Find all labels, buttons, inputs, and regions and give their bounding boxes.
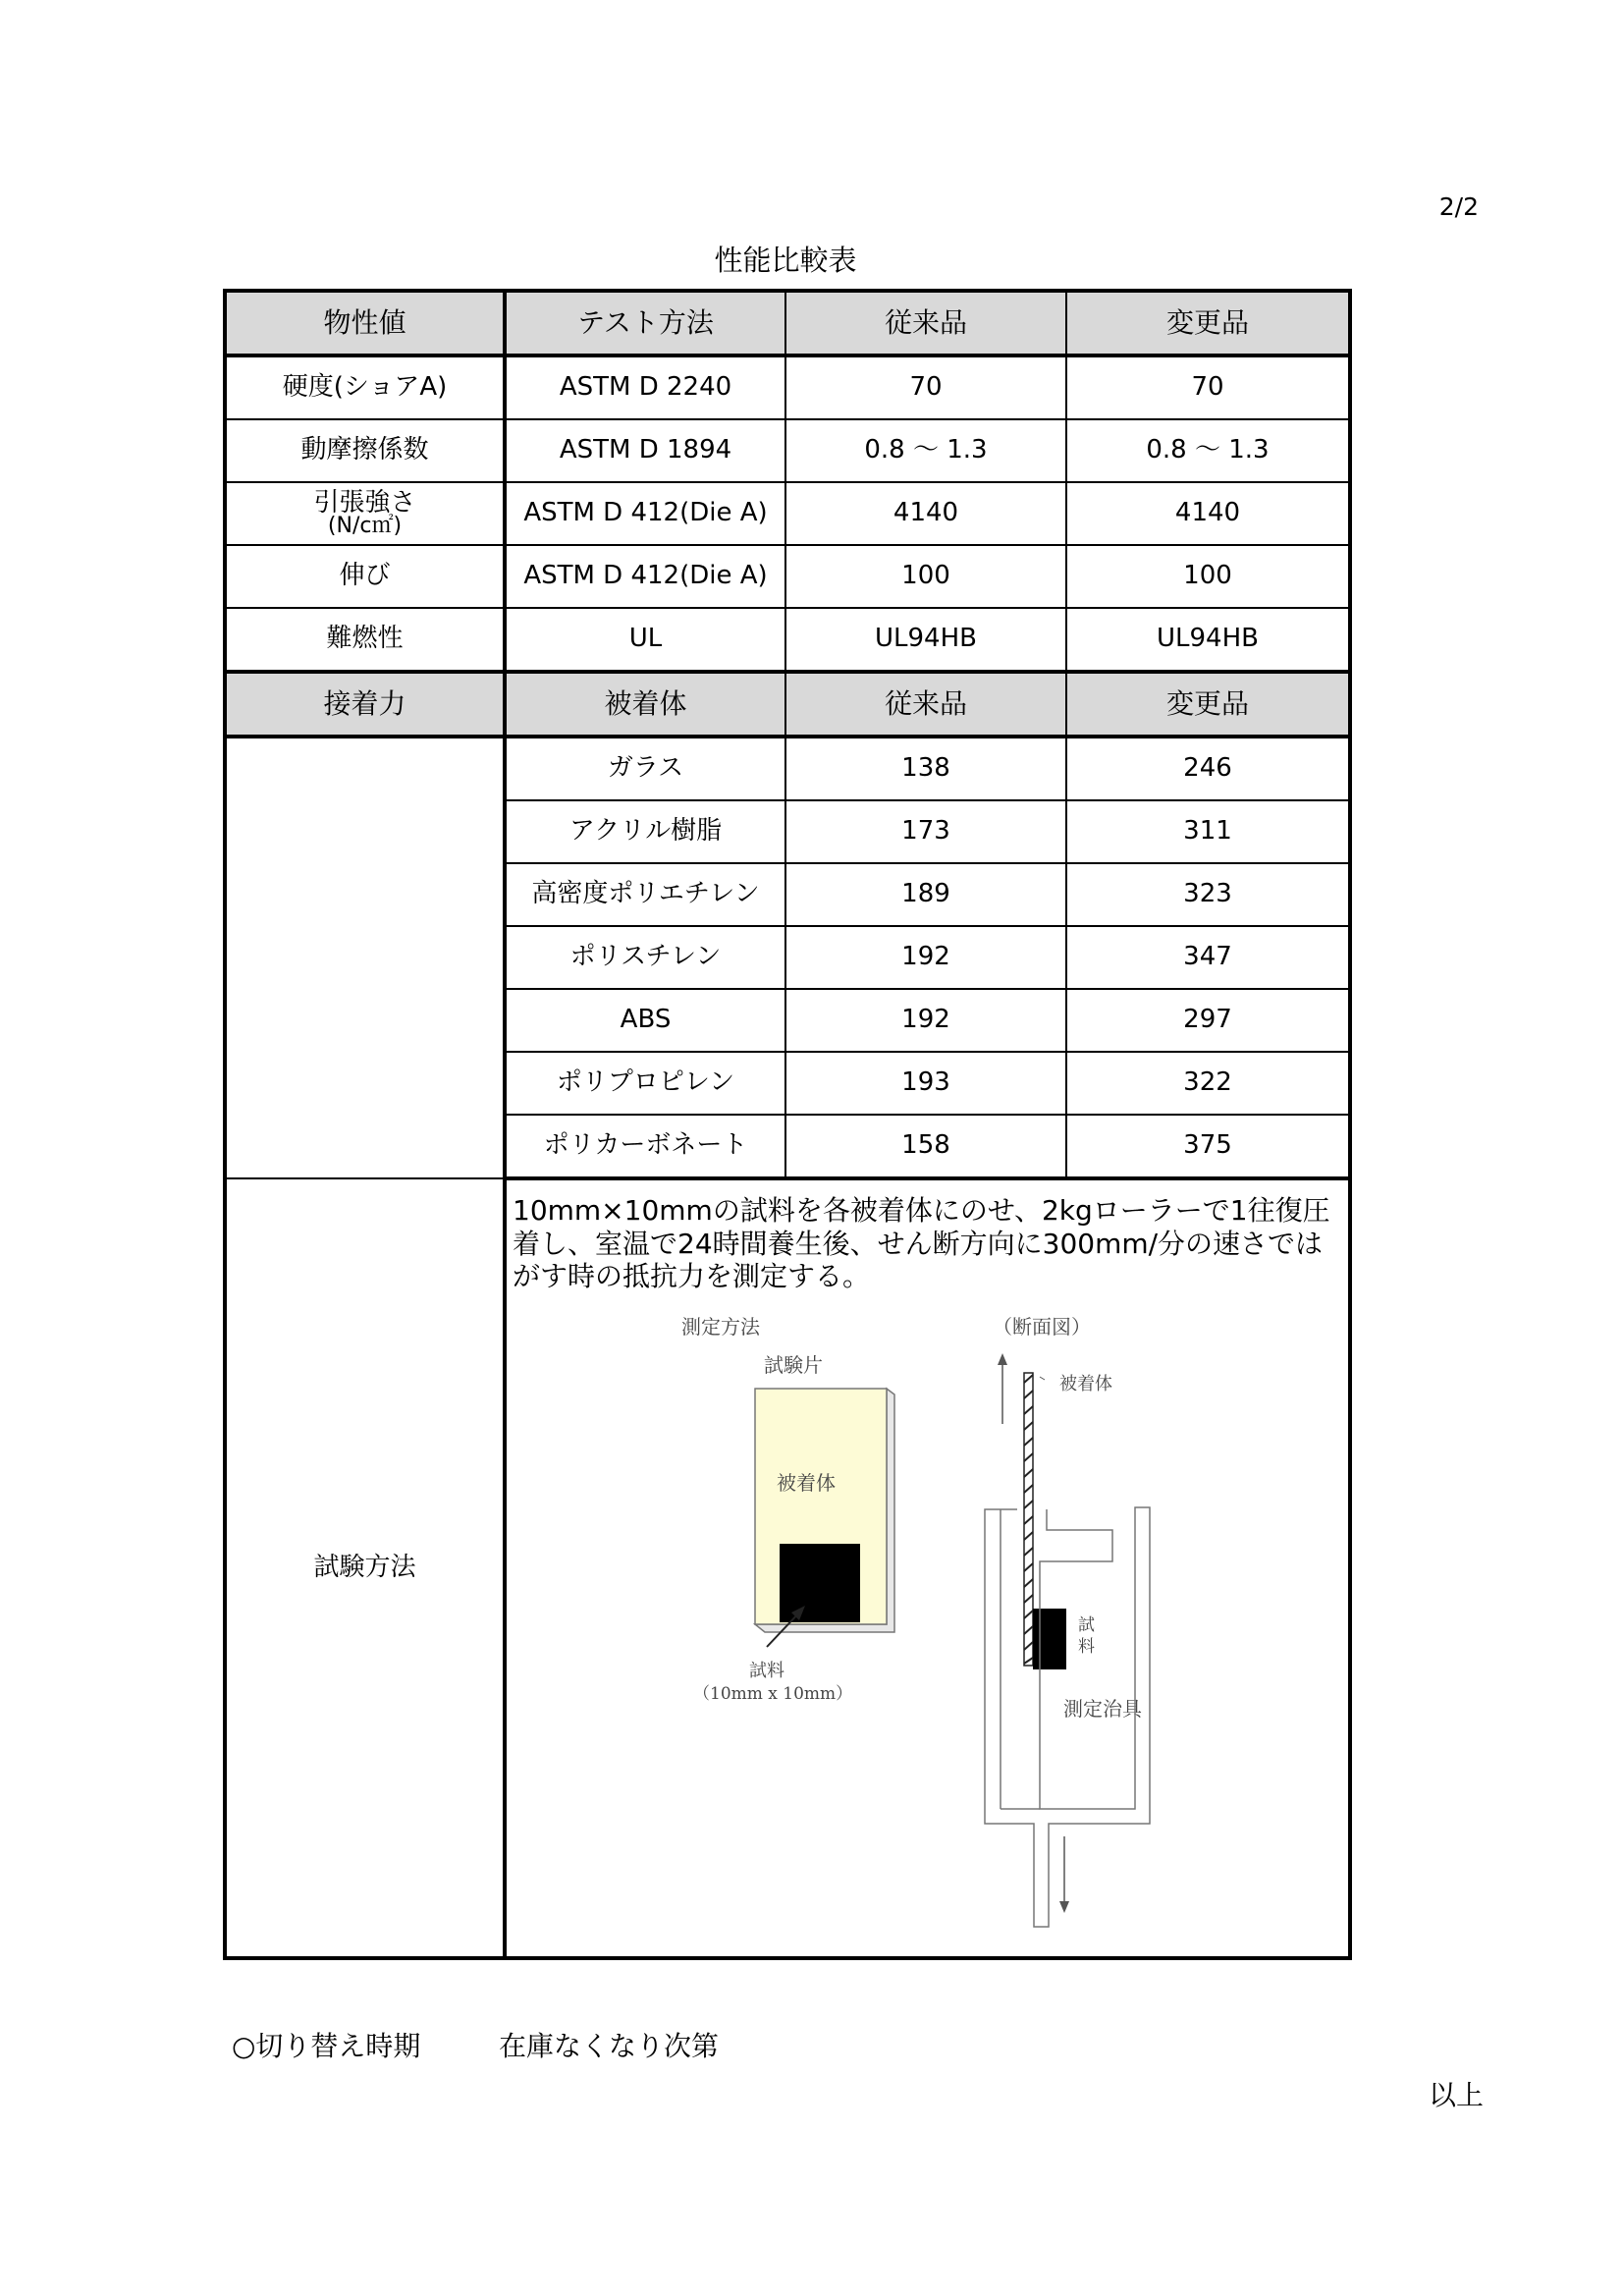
header-cell: 物性値 [225, 291, 505, 355]
property-name: 難燃性 [225, 608, 505, 672]
diagram-sample-vertical-2: 料 [1078, 1637, 1095, 1657]
new-value: 0.8 ～ 1.3 [1066, 419, 1350, 482]
table-row [225, 482, 1350, 545]
diagram-jig-label: 測定治具 [1063, 1697, 1142, 1721]
old-value: 192 [785, 926, 1066, 989]
diagram-sample-size: （10mm x 10mm） [693, 1684, 853, 1704]
table-row [225, 355, 1350, 419]
header-cell: 被着体 [505, 672, 785, 737]
sample-square [780, 1544, 860, 1622]
cross-section-sample [1033, 1609, 1066, 1669]
old-value: UL94HB [785, 608, 1066, 672]
switch-timing-label: ○切り替え時期 [232, 2030, 421, 2062]
old-value: 4140 [785, 482, 1066, 545]
new-value: 70 [1066, 355, 1350, 419]
substrate: ガラス [505, 737, 785, 800]
old-value: 138 [785, 737, 1066, 800]
substrate: ポリカーボネート [505, 1115, 785, 1178]
diagram-sample-label: 試料 [749, 1661, 784, 1681]
substrate: ポリプロピレン [505, 1052, 785, 1115]
test-method-description: 10mm×10mmの試料を各被着体にのせ、2kgローラーで1往復圧着し、室温で24時間養生後、せん断方向に300mm/分の速さではがす時の抵抗力を測定する。 [513, 1194, 1330, 1293]
test-method: ASTM D 1894 [505, 419, 785, 482]
test-method-diagram [507, 1298, 1346, 1946]
new-value: 323 [1066, 863, 1350, 926]
table-row [225, 737, 1350, 800]
property-name [225, 482, 505, 545]
arrowhead [1059, 1901, 1069, 1913]
new-value: 375 [1066, 1115, 1350, 1178]
old-value: 100 [785, 545, 1066, 608]
new-value: 246 [1066, 737, 1350, 800]
new-value: 4140 [1066, 482, 1350, 545]
substrate: ABS [505, 989, 785, 1052]
test-method: UL [505, 608, 785, 672]
new-value: 311 [1066, 800, 1350, 863]
diagram-test-piece-label: 試験片 [764, 1353, 823, 1377]
property-name-unit: (N/c㎡) [327, 514, 403, 538]
header-cell: 従来品 [785, 291, 1066, 355]
arrowhead [998, 1353, 1007, 1365]
test-method: ASTM D 2240 [505, 355, 785, 419]
diagram-right-title: （断面図） [993, 1315, 1091, 1339]
table-row [225, 419, 1350, 482]
test-method-label: 試験方法 [225, 1178, 505, 1958]
closing-text: 以上 [1428, 2079, 1484, 2111]
page-number: 2/2 [1438, 192, 1479, 221]
label-leader [1040, 1377, 1045, 1380]
property-name-main: 引張強さ [313, 488, 416, 518]
diagram-adherend-right-label: 被着体 [1059, 1374, 1112, 1394]
header-cell: テスト方法 [505, 291, 785, 355]
performance-comparison-table [223, 289, 1352, 1960]
old-value: 0.8 ～ 1.3 [785, 419, 1066, 482]
property-name: 伸び [225, 545, 505, 608]
header-cell: 変更品 [1066, 291, 1350, 355]
test-method: ASTM D 412(Die A) [505, 482, 785, 545]
new-value: 100 [1066, 545, 1350, 608]
diagram-sample-vertical-1: 試 [1078, 1615, 1095, 1635]
property-name: 硬度(ショアA) [225, 355, 505, 419]
table-header-row [225, 291, 1350, 355]
adhesion-header-row [225, 672, 1350, 737]
substrate: ポリスチレン [505, 926, 785, 989]
old-value: 173 [785, 800, 1066, 863]
table-row [225, 608, 1350, 672]
substrate: アクリル樹脂 [505, 800, 785, 863]
switch-timing-value: 在庫なくなり次第 [499, 2030, 720, 2062]
adhesion-group-cell [225, 737, 505, 1178]
header-cell: 変更品 [1066, 672, 1350, 737]
diagram-adherend-label: 被着体 [777, 1471, 836, 1495]
test-method-cell [505, 1178, 1350, 1958]
table-row [225, 545, 1350, 608]
property-name: 動摩擦係数 [225, 419, 505, 482]
substrate: 高密度ポリエチレン [505, 863, 785, 926]
test-method-row [225, 1178, 1350, 1958]
new-value: 347 [1066, 926, 1350, 989]
diagram-left-title: 測定方法 [681, 1315, 760, 1339]
old-value: 158 [785, 1115, 1066, 1178]
new-value: 297 [1066, 989, 1350, 1052]
test-method: ASTM D 412(Die A) [505, 545, 785, 608]
old-value: 193 [785, 1052, 1066, 1115]
old-value: 70 [785, 355, 1066, 419]
old-value: 192 [785, 989, 1066, 1052]
header-cell: 従来品 [785, 672, 1066, 737]
header-cell: 接着力 [225, 672, 505, 737]
new-value: 322 [1066, 1052, 1350, 1115]
old-value: 189 [785, 863, 1066, 926]
page-title: 性能比較表 [714, 244, 857, 277]
new-value: UL94HB [1066, 608, 1350, 672]
